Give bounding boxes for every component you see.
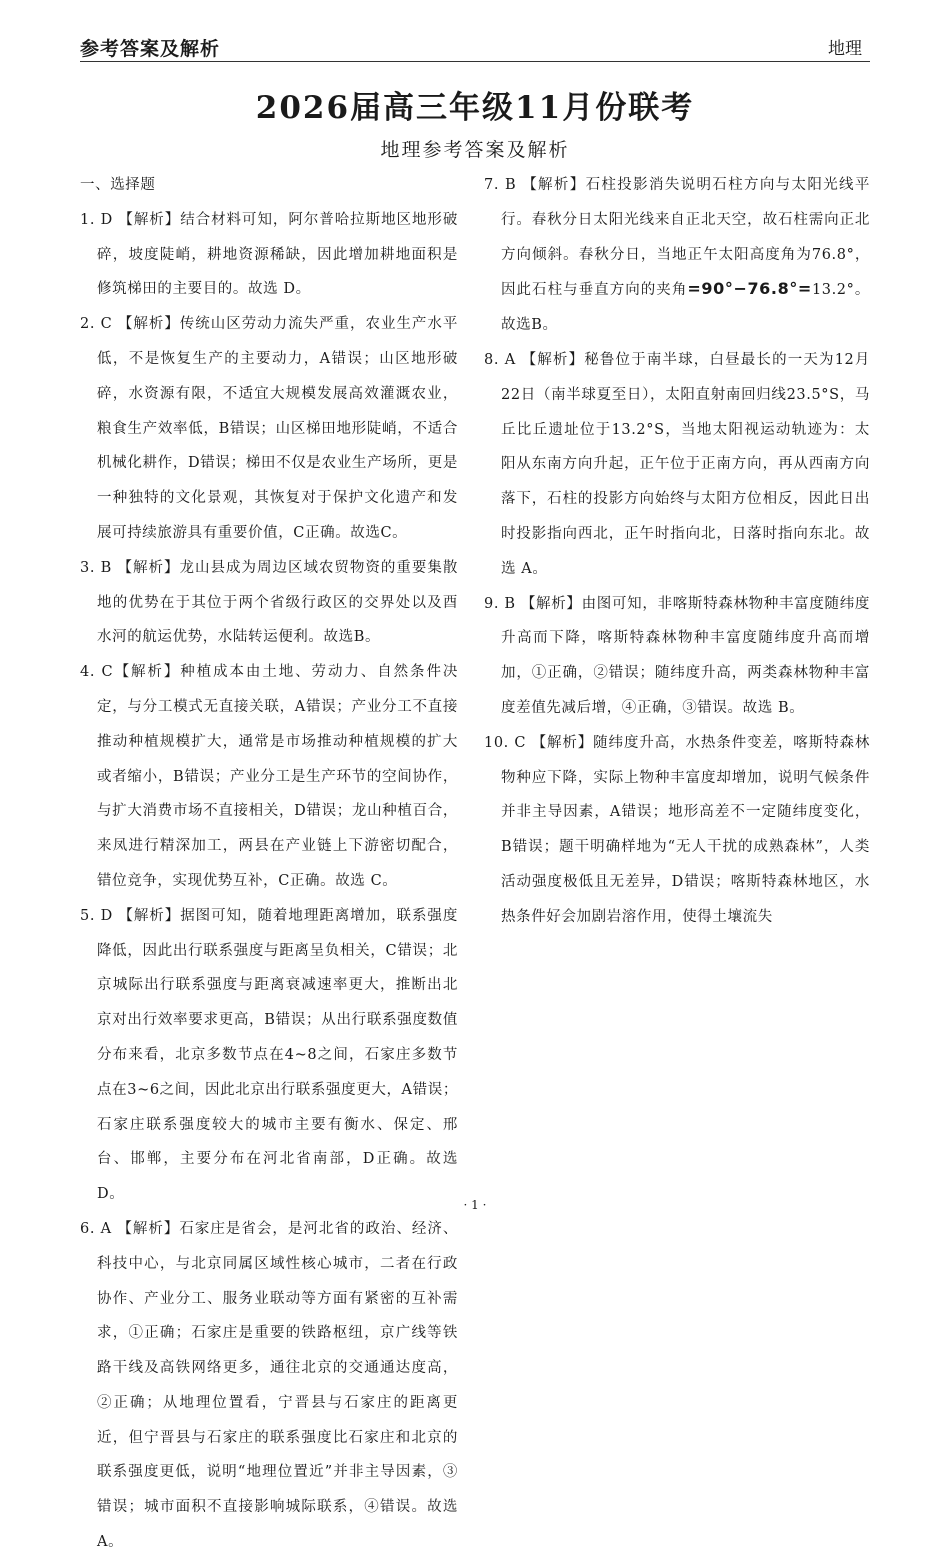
right-column	[484, 168, 870, 935]
answer-5: 5. D 【解析】据图可知，随着地理距离增加，联系强度降低，因此出行联系强度与距离呈负相关，C错误；北京城际出行联系强度与距离衰减速率更大，推断出北京对出行效率要求更高，B错误；从出行联系强度数值分布来看，北京多数节点在4~8之间，石家庄多数节点在3~6之间，因此北京出行联系强度更大，A错误；石家庄联系强度较大的城市主要有衡水、保定、邢台、邯郸，主要分布在河北省南部，D正确。故选 D。	[80, 907, 458, 1203]
answer-2: 2. C 【解析】传统山区劳动力流失严重，农业生产水平低，不是恢复生产的主要动力，A错误；山区地形破碎，水资源有限，不适宜大规模发展高效灌溉农业，粮食生产效率低，B错误；山区梯田地形陡峭，不适合机械化耕作，D错误；梯田不仅是农业生产场所，更是一种独特的文化景观，其恢复对于保护文化遗产和发展可持续旅游具有重要价值，C正确。故选C。	[80, 316, 458, 541]
header-left-label: 参考答案及解析	[80, 38, 221, 60]
answer-7-formula: =90°−76.8°=	[687, 279, 812, 299]
answer-3: 3. B 【解析】龙山县成为周边区域农贸物资的重要集散地的优势在于其位于两个省级行政区的交界处以及酉水河的航运优势，水陆转运便利。故选B。	[80, 559, 458, 646]
page-subtitle: 地理参考答案及解析	[380, 139, 570, 161]
section-heading: 一、选择题	[80, 177, 156, 193]
answer-4: 4. C【解析】种植成本由土地、劳动力、自然条件决定，与分工模式无直接关联，A错误；产业分工不直接推动种植规模扩大，通常是市场推动种植规模的扩大或者缩小，B错误；产业分工是生产环节的空间协作，与扩大消费市场不直接相关，D错误；龙山种植百合，来凤进行精深加工，两县在产业链上下游密切配合，错位竞争，实现优势互补，C正确。故选 C。	[80, 664, 458, 889]
answer-7	[484, 168, 870, 343]
header-subject-label: 地理	[828, 39, 862, 59]
page-number: · 1 ·	[463, 1198, 487, 1212]
header-divider	[80, 61, 870, 62]
answer-9: 9. B 【解析】由图可知，非喀斯特森林物种丰富度随纬度升高而下降，喀斯特森林物种丰富度随纬度升高而增加，①正确，②错误；随纬度升高，两类森林物种丰富度差值先减后增，④正确，③错误。故选 B。	[484, 595, 870, 716]
page-title: 2026届高三年级11月份联考	[255, 90, 695, 126]
answer-7-text: 7. B 【解析】石柱投影消失说明石柱方向与太阳光线平行。春秋分日太阳光线来自正北天空，故石柱需向正北方向倾斜。春秋分日，当地正午太阳高度角为76.8°，因此石柱与垂直方向的夹角	[484, 177, 870, 299]
answer-7-tail: 13.2°。故选B。	[501, 282, 871, 334]
left-column	[80, 168, 458, 1560]
answer-10: 10. C 【解析】随纬度升高，水热条件变差，喀斯特森林物种应下降，实际上物种丰富度却增加，说明气候条件并非主导因素，A错误；地形高差不一定随纬度变化，B错误；题干明确样地为“无人干扰的成熟森林”，人类活动强度极低且无差异，D错误；喀斯特森林地区，水热条件好会加剧岩溶作用，使得土壤流失	[484, 734, 870, 925]
answer-6: 6. A 【解析】石家庄是省会，是河北省的政治、经济、科技中心，与北京同属区域性核心城市，二者在行政协作、产业分工、服务业联动等方面有紧密的互补需求，①正确；石家庄是重要的铁路枢纽，京广线等铁路干线及高铁网络更多，通往北京的交通通达度高，②正确；从地理位置看，宁晋县与石家庄的距离更近，但宁晋县与石家庄的联系强度比石家庄和北京的联系强度更低，说明“地理位置近”并非主导因素，③错误；城市面积不直接影响城际联系，④错误。故选A。	[80, 1220, 458, 1551]
answer-1: 1. D 【解析】结合材料可知，阿尔普哈拉斯地区地形破碎，坡度陡峭，耕地资源稀缺，因此增加耕地面积是修筑梯田的主要目的。故选 D。	[80, 211, 458, 298]
answer-8: 8. A 【解析】秘鲁位于南半球，白昼最长的一天为12月22日（南半球夏至日），太阳直射南回归线23.5°S，马丘比丘遗址位于13.2°S，当地太阳视运动轨迹为：太阳从东南方向升起，正午位于正南方向，再从西南方向落下，石柱的投影方向始终与太阳方位相反，因此日出时投影指向西北，正午时指向北，日落时指向东北。故选 A。	[484, 351, 870, 577]
